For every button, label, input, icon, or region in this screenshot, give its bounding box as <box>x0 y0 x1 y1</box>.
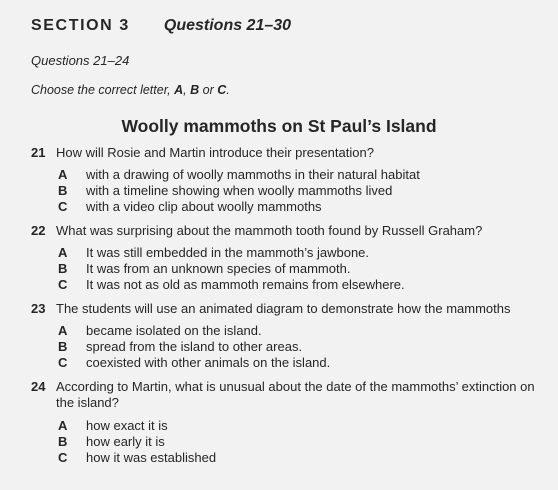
option-letter: A <box>58 245 68 260</box>
option-text: coexisted with other animals on the island. <box>86 355 331 370</box>
question-number: 23 <box>31 301 46 316</box>
option-letter: C <box>58 355 68 370</box>
question-number: 21 <box>31 145 46 160</box>
instruction-letter-b: B <box>190 83 200 97</box>
question-number: 24 <box>31 379 46 394</box>
option-letter: B <box>58 339 68 354</box>
question-number: 22 <box>31 223 46 238</box>
option-text: became isolated on the island. <box>86 323 262 338</box>
question-24 <box>31 379 546 411</box>
instruction-separator: or <box>199 83 218 97</box>
instruction-end: . <box>226 83 230 97</box>
section-label: SECTION 3 <box>31 17 130 34</box>
instruction-separator: , <box>183 83 191 97</box>
question-group-heading: Questions 21–24 <box>31 53 130 68</box>
option-text: with a timeline showing when woolly mammoths lived <box>86 183 393 198</box>
option-text: It was not as old as mammoth remains from elsewhere. <box>86 277 405 292</box>
option-text: It was still embedded in the mammoth’s jawbone. <box>86 245 370 260</box>
option-letter: C <box>58 199 68 214</box>
question-22 <box>31 223 546 239</box>
section-header <box>31 17 291 35</box>
instruction-text: Choose the correct letter, <box>31 83 175 97</box>
passage-title: Woolly mammoths on St Paul’s Island <box>121 116 437 136</box>
option-letter: C <box>58 277 68 292</box>
question-23 <box>31 301 546 317</box>
option-letter: C <box>58 450 68 465</box>
option-text: with a drawing of woolly mammoths in their natural habitat <box>86 167 420 182</box>
option-letter: B <box>58 183 68 198</box>
section-questions-range: Questions 21–30 <box>163 17 292 34</box>
option-letter: A <box>58 418 68 433</box>
option-letter: B <box>58 434 68 449</box>
instruction-letter-c: C <box>217 83 227 97</box>
question-text: What was surprising about the mammoth tooth found by Russell Graham? <box>56 223 483 238</box>
question-text: The students will use an animated diagram to demonstrate how the mammoths <box>56 301 511 316</box>
question-text: According to Martin, what is unusual about the date of the mammoths’ extinction on the island? <box>56 379 535 410</box>
option-text: how exact it is <box>86 418 168 433</box>
instruction <box>31 83 230 97</box>
question-21 <box>31 145 546 161</box>
option-text: how early it is <box>86 434 165 449</box>
option-letter: A <box>58 167 68 182</box>
option-text: spread from the island to other areas. <box>86 339 303 354</box>
option-text: how it was established <box>86 450 217 465</box>
option-text: It was from an unknown species of mammoth. <box>86 261 351 276</box>
option-letter: B <box>58 261 68 276</box>
question-text: How will Rosie and Martin introduce their presentation? <box>56 145 374 160</box>
option-letter: A <box>58 323 68 338</box>
option-text: with a video clip about woolly mammoths <box>86 199 322 214</box>
instruction-letter-a: A <box>174 83 184 97</box>
